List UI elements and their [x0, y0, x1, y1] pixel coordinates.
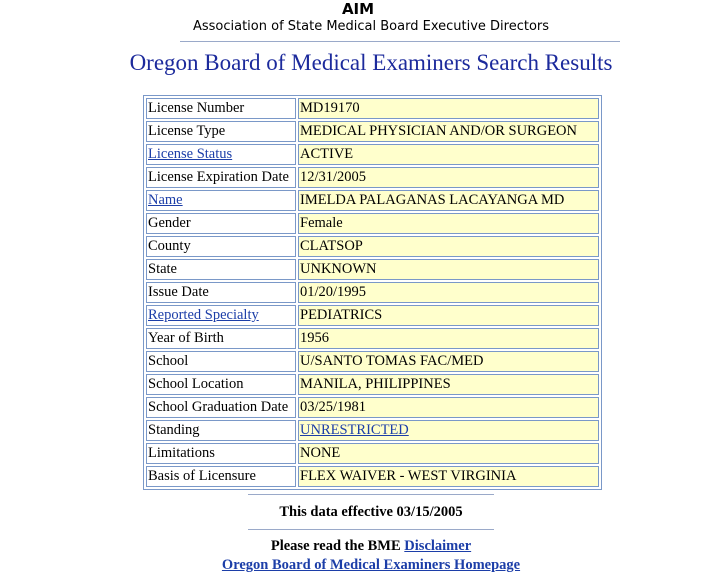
table-row	[146, 443, 599, 464]
reported-specialty-link[interactable]: Reported Specialty	[148, 307, 259, 323]
footer-divider-top	[248, 494, 494, 495]
field-label-year-of-birth: Year of Birth	[146, 328, 296, 349]
field-value-reported-specialty: PEDIATRICS	[298, 305, 599, 326]
homepage-link[interactable]: Oregon Board of Medical Examiners Homepage	[221, 557, 521, 573]
field-label-state: State	[146, 259, 296, 280]
field-label-reported-specialty	[146, 305, 296, 326]
table-row	[146, 305, 599, 326]
field-label-license-type: License Type	[146, 121, 296, 142]
table-row	[146, 259, 599, 280]
table-row	[146, 213, 599, 234]
field-label-school: School	[146, 351, 296, 372]
field-value-issue-date: 01/20/1995	[298, 282, 599, 303]
field-value-school-location: MANILA, PHILIPPINES	[298, 374, 599, 395]
field-value-name: IMELDA PALAGANAS LACAYANGA MD	[298, 190, 599, 211]
site-name: AIM	[341, 0, 375, 18]
field-value-limitations: NONE	[298, 443, 599, 464]
field-value-gender: Female	[298, 213, 599, 234]
standing-link[interactable]: UNRESTRICTED	[300, 422, 409, 438]
field-value-school-graduation-date: 03/25/1981	[298, 397, 599, 418]
header-divider	[180, 41, 620, 42]
table-row	[146, 190, 599, 211]
field-label-name	[146, 190, 296, 211]
please-read-text: Please read the BME	[270, 538, 401, 554]
field-value-basis-of-licensure: FLEX WAIVER - WEST VIRGINIA	[298, 466, 599, 487]
homepage-line	[0, 557, 716, 574]
field-value-year-of-birth: 1956	[298, 328, 599, 349]
association-name: Association of State Medical Board Executive Directors	[192, 19, 550, 34]
page-title: Oregon Board of Medical Examiners Search Results	[129, 50, 613, 75]
table-row	[146, 98, 599, 119]
field-value-county: CLATSOP	[298, 236, 599, 257]
table-row	[146, 144, 599, 165]
table-row	[146, 167, 599, 188]
table-row	[146, 282, 599, 303]
name-link[interactable]: Name	[148, 192, 183, 208]
disclaimer-link[interactable]: Disclaimer	[404, 538, 472, 554]
field-value-license-number: MD19170	[298, 98, 599, 119]
field-value-state: UNKNOWN	[298, 259, 599, 280]
field-label-gender: Gender	[146, 213, 296, 234]
table-row	[146, 351, 599, 372]
field-label-issue-date: Issue Date	[146, 282, 296, 303]
field-label-basis-of-licensure: Basis of Licensure	[146, 466, 296, 487]
field-label-license-number: License Number	[146, 98, 296, 119]
license-details-table	[143, 95, 602, 490]
field-value-license-status: ACTIVE	[298, 144, 599, 165]
table-row	[146, 236, 599, 257]
table-row	[146, 328, 599, 349]
field-value-license-type: MEDICAL PHYSICIAN AND/OR SURGEON	[298, 121, 599, 142]
field-label-county: County	[146, 236, 296, 257]
field-label-limitations: Limitations	[146, 443, 296, 464]
field-label-standing: Standing	[146, 420, 296, 441]
field-value-standing	[298, 420, 599, 441]
table-row	[146, 397, 599, 418]
field-label-license-status	[146, 144, 296, 165]
footer-divider-bottom	[248, 529, 494, 530]
field-label-school-graduation-date: School Graduation Date	[146, 397, 296, 418]
table-row	[146, 466, 599, 487]
field-label-license-expiration: License Expiration Date	[146, 167, 296, 188]
table-row	[146, 420, 599, 441]
field-value-license-expiration: 12/31/2005	[298, 167, 599, 188]
disclaimer-line	[0, 538, 716, 555]
table-row	[146, 374, 599, 395]
data-effective-text: This data effective 03/15/2005	[279, 504, 463, 520]
field-label-school-location: School Location	[146, 374, 296, 395]
license-status-link[interactable]: License Status	[148, 146, 233, 162]
field-value-school: U/SANTO TOMAS FAC/MED	[298, 351, 599, 372]
table-row	[146, 121, 599, 142]
